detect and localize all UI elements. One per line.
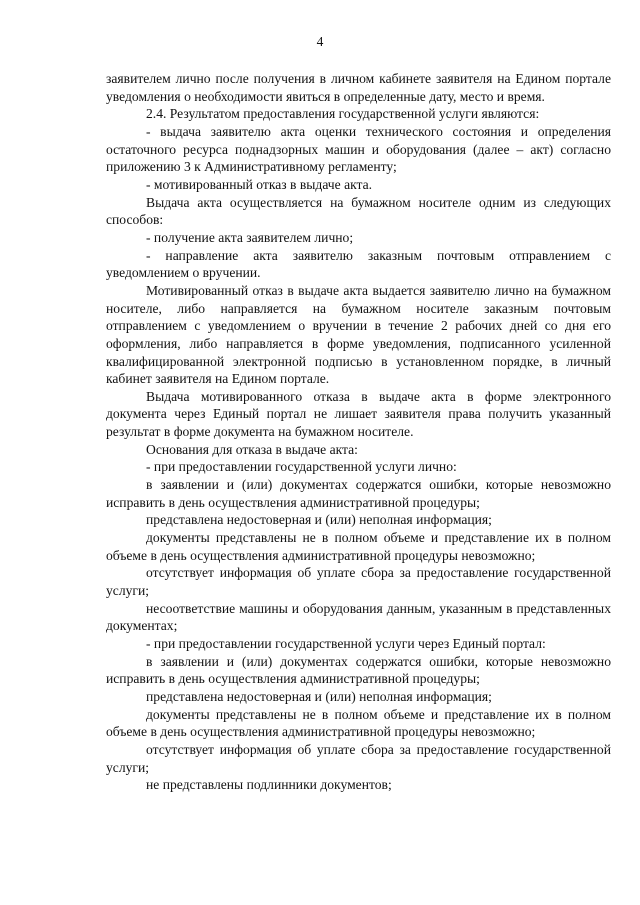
paragraph: документы представлены не в полном объеме и представление их в полном объеме в день осуществления административной процедуры невозможно; [106, 706, 611, 740]
paragraph: - при предоставлении государственной услуги через Единый портал: [146, 636, 546, 651]
paragraph: несоответствие машины и оборудования данным, указанным в представленных документах; [106, 600, 611, 634]
paragraph: Мотивированный отказ в выдаче акта выдается заявителю лично на бумажном носителе, либо направляется на бумажном носителе заказным почтовым отправлением с уведомлением о вручении в течение 2 рабочих дней со дня его оформления, либо направляется в форме уведомления, подписанного усиленной квалифицированной электронной подписью в установленном порядке, в личный кабинет заявителя на Едином портале. [106, 282, 611, 387]
page-number: 4 [316, 34, 324, 49]
paragraph: представлена недостоверная и (или) неполная информация; [146, 688, 492, 704]
paragraph: заявителем лично после получения в личном кабинете заявителя на Едином портале уведомления о необходимости явиться в определенные дату, место и время. [106, 71, 611, 104]
paragraph: не представлены подлинники документов; [146, 777, 392, 793]
paragraph: представлена недостоверная и (или) неполная информация; [146, 512, 492, 528]
paragraph: в заявлении и (или) документах содержатся ошибки, которые невозможно исправить в день осуществления административной процедуры; [106, 653, 611, 687]
paragraph: в заявлении и (или) документах содержатся ошибки, которые невозможно исправить в день осуществления административной процедуры; [106, 477, 611, 510]
paragraph: 2.4. Результатом предоставления государственной услуги являются: [146, 106, 540, 122]
paragraph: документы представлены не в полном объеме и представление их в полном объеме в день осуществления административной процедуры невозможно; [106, 530, 611, 563]
paragraph: - выдача заявителю акта оценки технического состояния и определения остаточного ресурса поднадзорных машин и оборудования (далее – акт) согласно приложению 3 к Административному регламенту; [106, 123, 611, 175]
document-body [106, 70, 611, 794]
paragraph: отсутствует информация об уплате сбора за предоставление государственной услуги; [106, 565, 611, 599]
paragraph: - получение акта заявителем лично; [146, 229, 354, 245]
paragraph: отсутствует информация об уплате сбора за предоставление государственной услуги; [106, 741, 611, 775]
paragraph: - направление акта заявителю заказным почтовым отправлением с уведомлением о вручении. [106, 247, 611, 281]
paragraph: Выдача мотивированного отказа в выдаче акта в форме электронного документа через Единый портал не лишает заявителя права получить указанный результат в форме документа на бумажном носителе. [106, 388, 611, 440]
paragraph: Основания для отказа в выдаче акта: [146, 441, 358, 457]
paragraph: - мотивированный отказ в выдаче акта. [146, 176, 373, 192]
paragraph: Выдача акта осуществляется на бумажном носителе одним из следующих способов: [106, 194, 611, 228]
paragraph: - при предоставлении государственной услуги лично: [146, 459, 457, 475]
